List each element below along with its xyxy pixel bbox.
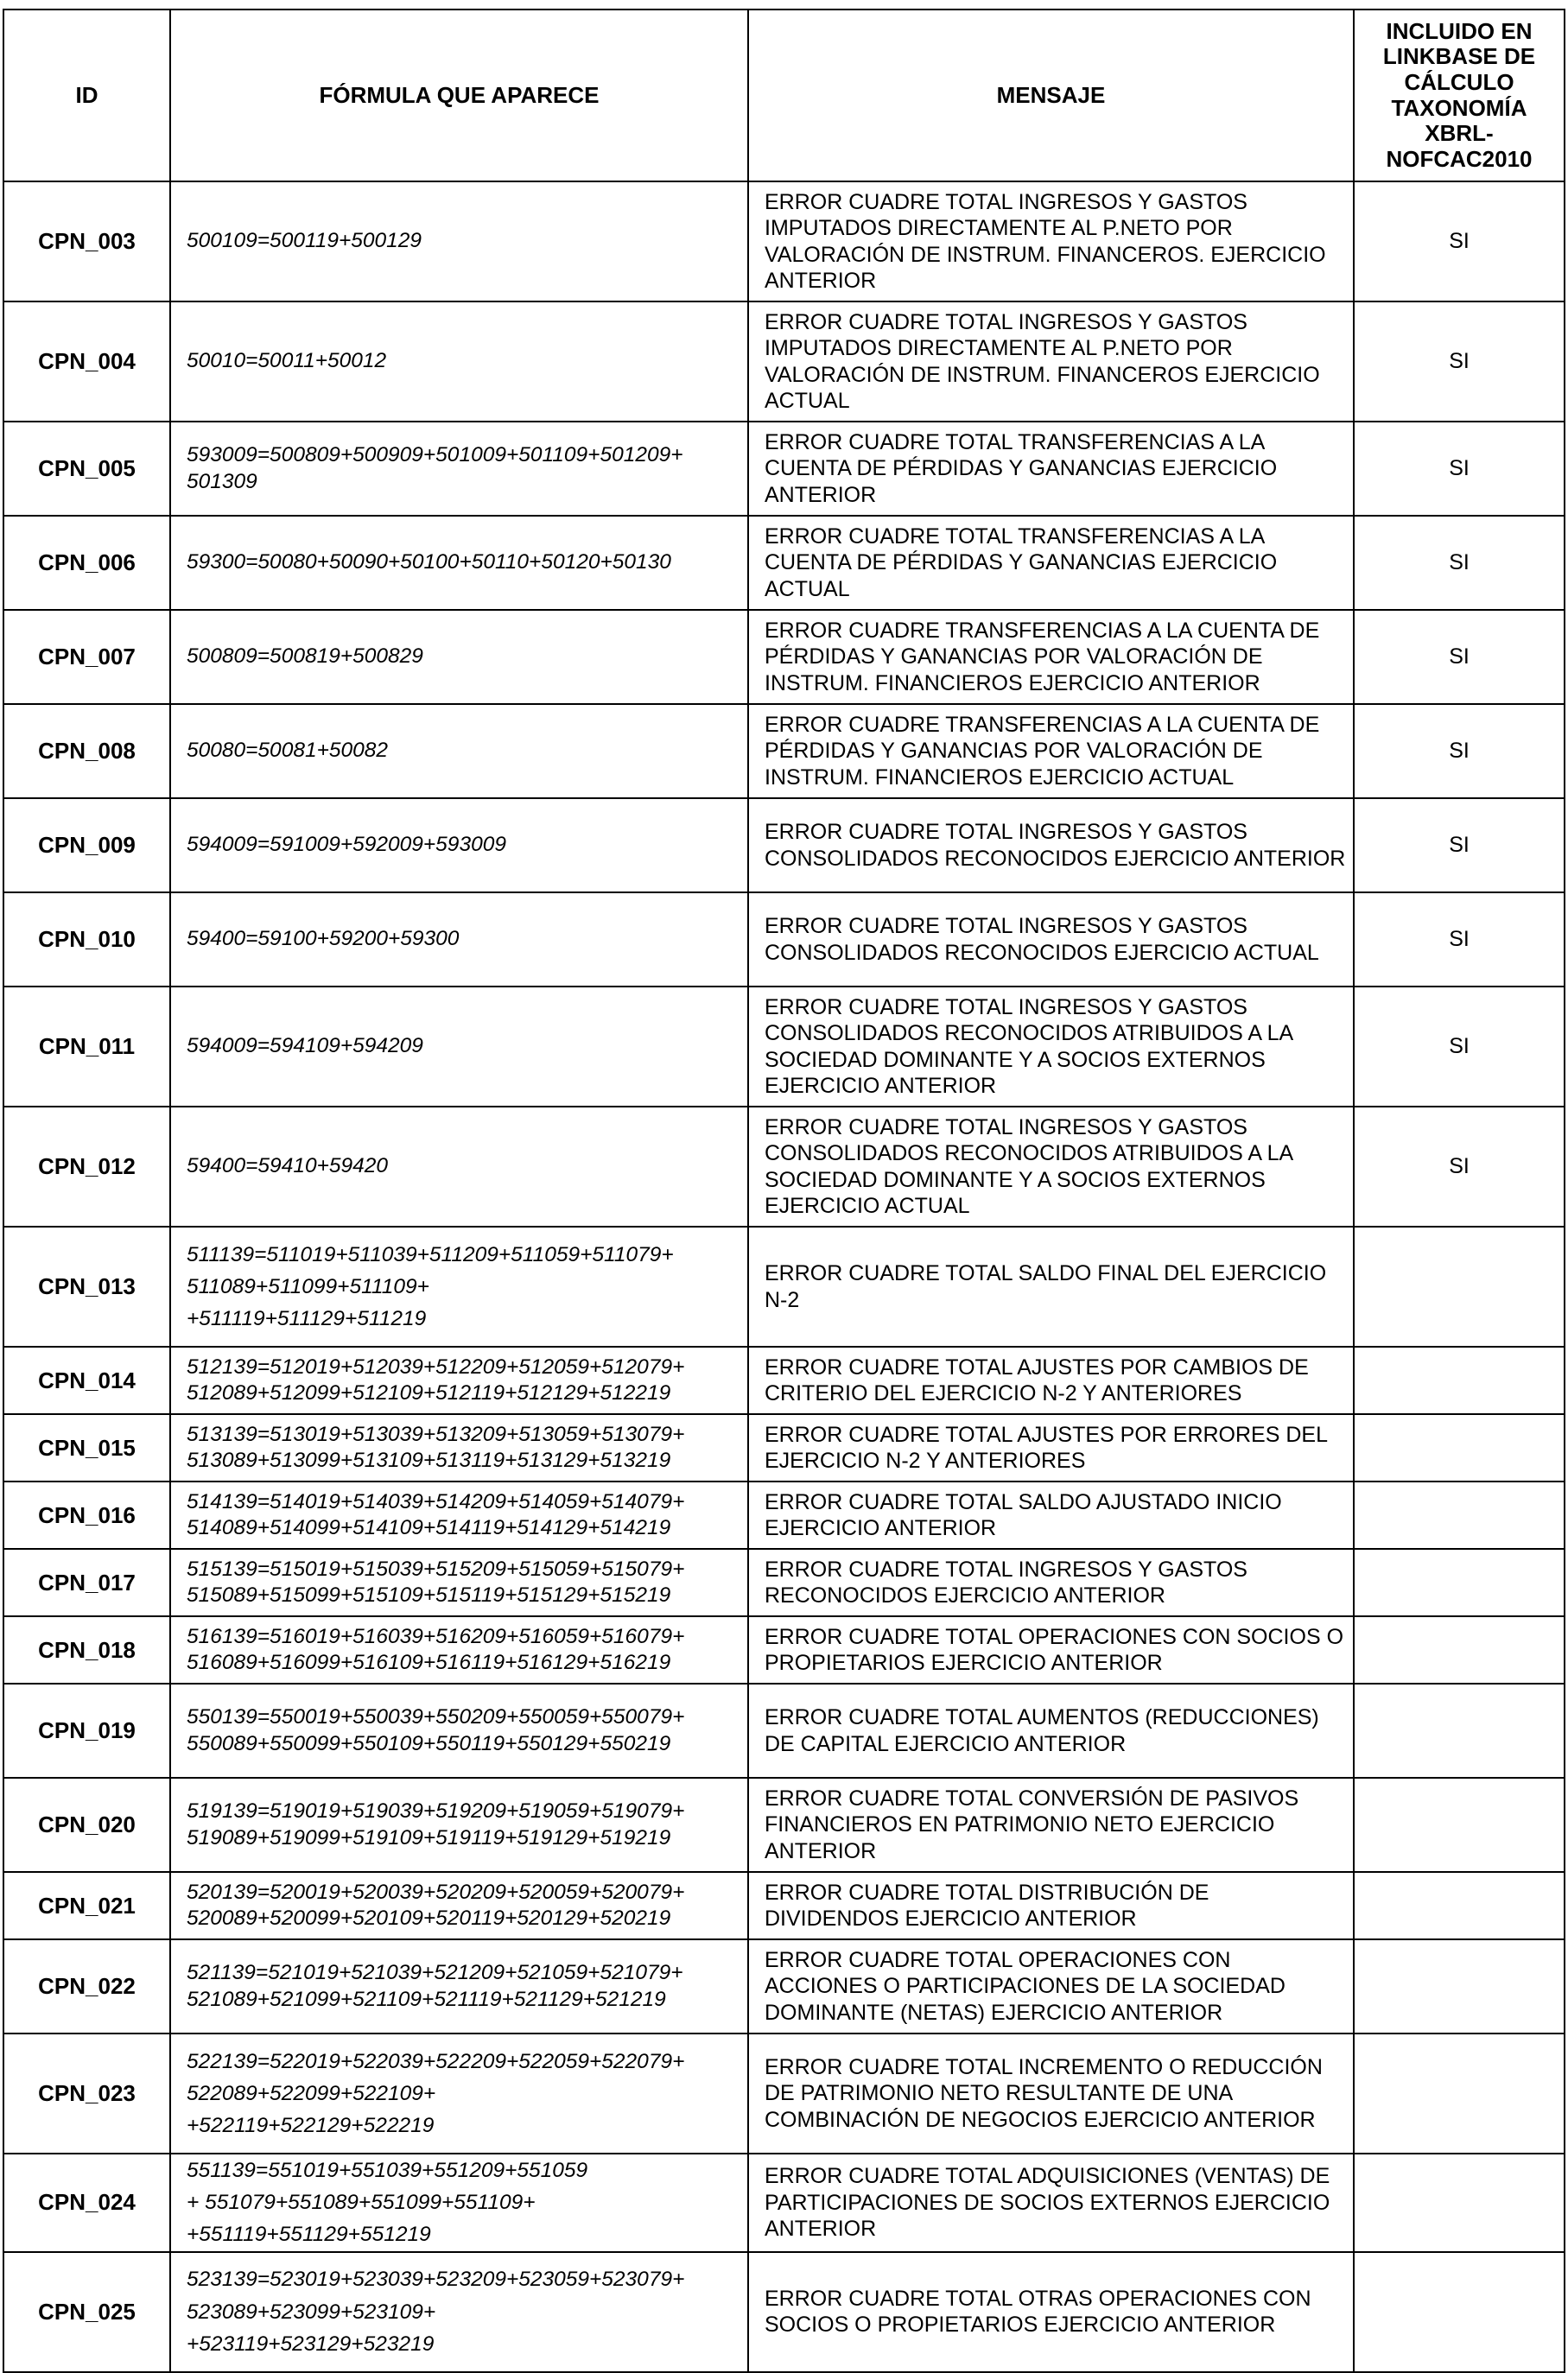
rule-id: CPN_015 (3, 1414, 170, 1482)
formula-line: 50010=50011+50012 (187, 349, 387, 373)
rule-message: ERROR CUADRE TOTAL SALDO AJUSTADO INICIO EJERCICIO ANTERIOR (748, 1482, 1354, 1549)
rule-message: ERROR CUADRE TOTAL AUMENTOS (REDUCCIONES) DE CAPITAL EJERCICIO ANTERIOR (748, 1684, 1354, 1778)
formula-line: 520089+520099+520109+520119+520129+520219 (187, 1907, 671, 1930)
table-row (3, 422, 1565, 516)
formula-line: 512089+512099+512109+512119+512129+512219 (187, 1381, 671, 1405)
formula-line: 516139=516019+516039+516209+516059+516079+ (187, 1624, 685, 1648)
rule-included (1354, 1549, 1565, 1616)
table-row (3, 1347, 1565, 1414)
formula-line: 500109=500119+500129 (187, 229, 422, 253)
rule-formula (170, 892, 748, 987)
rule-included: SI (1354, 892, 1565, 987)
rule-included: SI (1354, 987, 1565, 1107)
rule-message: ERROR CUADRE TOTAL ADQUISICIONES (VENTAS) DE PARTICIPACIONES DE SOCIOS EXTERNOS EJERCICIO ANTERIOR (748, 2154, 1354, 2252)
header-message: MENSAJE (748, 10, 1354, 181)
table-row (3, 2252, 1565, 2372)
formula-line: 520139=520019+520039+520209+520059+520079+ (187, 1880, 685, 1904)
formula-line: 59300=50080+50090+50100+50110+50120+50130 (187, 550, 671, 574)
rule-message: ERROR CUADRE TOTAL INGRESOS Y GASTOS CONSOLIDADOS RECONOCIDOS EJERCICIO ANTERIOR (748, 798, 1354, 892)
rule-message: ERROR CUADRE TOTAL TRANSFERENCIAS A LA CUENTA DE PÉRDIDAS Y GANANCIAS EJERCICIO ACTUAL (748, 516, 1354, 610)
rule-message: ERROR CUADRE TOTAL AJUSTES POR ERRORES DEL EJERCICIO N-2 Y ANTERIORES (748, 1414, 1354, 1482)
formula-line: 593009=500809+500909+501009+501109+501209+ (187, 443, 683, 467)
formula-line: 594009=594109+594209 (187, 1034, 423, 1058)
table-row (3, 987, 1565, 1107)
formula-line: 522089+522099+522109+ (187, 2081, 436, 2105)
rule-id: CPN_017 (3, 1549, 170, 1616)
table-row (3, 704, 1565, 798)
table-row (3, 1616, 1565, 1684)
rule-id: CPN_011 (3, 987, 170, 1107)
rule-included: SI (1354, 798, 1565, 892)
formula-line: 514089+514099+514109+514119+514129+514219 (187, 1516, 671, 1539)
rule-message: ERROR CUADRE TRANSFERENCIAS A LA CUENTA DE PÉRDIDAS Y GANANCIAS POR VALORACIÓN DE INSTRUM. FINANCIEROS EJERCICIO ANTERIOR (748, 610, 1354, 704)
rule-message: ERROR CUADRE TOTAL INGRESOS Y GASTOS CONSOLIDADOS RECONOCIDOS ATRIBUIDOS A LA SOCIEDAD DOMINANTE Y A SOCIOS EXTERNOS EJERCICIO ACTUAL (748, 1107, 1354, 1227)
rule-included (1354, 1684, 1565, 1778)
table-row (3, 1482, 1565, 1549)
formula-line: 514139=514019+514039+514209+514059+514079+ (187, 1489, 685, 1513)
rule-message: ERROR CUADRE TOTAL TRANSFERENCIAS A LA CUENTA DE PÉRDIDAS Y GANANCIAS EJERCICIO ANTERIOR (748, 422, 1354, 516)
table-row (3, 892, 1565, 987)
rule-included (1354, 2154, 1565, 2252)
rule-formula (170, 1414, 748, 1482)
rule-id: CPN_021 (3, 1872, 170, 1939)
rule-formula (170, 301, 748, 422)
rule-formula (170, 1227, 748, 1347)
formula-line: 523089+523099+523109+ (187, 2300, 436, 2324)
rule-message: ERROR CUADRE TOTAL INGRESOS Y GASTOS RECONOCIDOS EJERCICIO ANTERIOR (748, 1549, 1354, 1616)
formula-line: 50080=50081+50082 (187, 739, 389, 763)
rule-included: SI (1354, 516, 1565, 610)
rule-formula (170, 516, 748, 610)
rule-included (1354, 1347, 1565, 1414)
rule-message: ERROR CUADRE TOTAL INGRESOS Y GASTOS IMPUTADOS DIRECTAMENTE AL P.NETO POR VALORACIÓN DE INSTRUM. FINANCEROS. EJERCICIO ANTERIOR (748, 181, 1354, 301)
rule-included (1354, 2252, 1565, 2372)
rule-formula (170, 1347, 748, 1414)
formula-line: 513089+513099+513109+513119+513129+513219 (187, 1449, 671, 1472)
formula-line: +511119+511129+511219 (187, 1307, 427, 1331)
rule-id: CPN_013 (3, 1227, 170, 1347)
table-row (3, 516, 1565, 610)
rule-included: SI (1354, 422, 1565, 516)
rule-formula (170, 610, 748, 704)
formula-line: 550139=550019+550039+550209+550059+550079+ (187, 1705, 685, 1729)
formula-line: 594009=591009+592009+593009 (187, 833, 506, 857)
rule-id: CPN_003 (3, 181, 170, 301)
table-row (3, 1107, 1565, 1227)
header-row (3, 10, 1565, 181)
rule-id: CPN_018 (3, 1616, 170, 1684)
header-id: ID (3, 10, 170, 181)
formula-line: +523119+523129+523219 (187, 2332, 435, 2356)
table-row (3, 1778, 1565, 1872)
rule-formula (170, 2154, 748, 2252)
table-row (3, 301, 1565, 422)
rule-id: CPN_020 (3, 1778, 170, 1872)
rule-id: CPN_016 (3, 1482, 170, 1549)
rule-id: CPN_008 (3, 704, 170, 798)
rule-message: ERROR CUADRE TOTAL INGRESOS Y GASTOS CONSOLIDADOS RECONOCIDOS ATRIBUIDOS A LA SOCIEDAD DOMINANTE Y A SOCIOS EXTERNOS EJERCICIO ANTERIOR (748, 987, 1354, 1107)
rule-formula (170, 1107, 748, 1227)
formula-line: 521139=521019+521039+521209+521059+521079+ (187, 1961, 683, 1985)
rule-message: ERROR CUADRE TOTAL OTRAS OPERACIONES CON SOCIOS O PROPIETARIOS EJERCICIO ANTERIOR (748, 2252, 1354, 2372)
rule-message: ERROR CUADRE TOTAL SALDO FINAL DEL EJERCICIO N-2 (748, 1227, 1354, 1347)
formula-line: 501309 (187, 469, 257, 493)
formula-line: 550089+550099+550109+550119+550129+550219 (187, 1731, 671, 1755)
rule-included: SI (1354, 610, 1565, 704)
rule-id: CPN_012 (3, 1107, 170, 1227)
rule-id: CPN_010 (3, 892, 170, 987)
rule-formula (170, 1684, 748, 1778)
rule-message: ERROR CUADRE TRANSFERENCIAS A LA CUENTA DE PÉRDIDAS Y GANANCIAS POR VALORACIÓN DE INSTRUM. FINANCIEROS EJERCICIO ACTUAL (748, 704, 1354, 798)
rule-included: SI (1354, 704, 1565, 798)
formula-line: 512139=512019+512039+512209+512059+512079+ (187, 1355, 685, 1379)
rule-message: ERROR CUADRE TOTAL INGRESOS Y GASTOS CONSOLIDADOS RECONOCIDOS EJERCICIO ACTUAL (748, 892, 1354, 987)
table-row (3, 1549, 1565, 1616)
table-row (3, 1872, 1565, 1939)
table-row (3, 610, 1565, 704)
rule-id: CPN_019 (3, 1684, 170, 1778)
formula-line: 511089+511099+511109+ (187, 1274, 429, 1298)
formula-line: 523139=523019+523039+523209+523059+523079+ (187, 2268, 685, 2292)
rule-id: CPN_024 (3, 2154, 170, 2252)
rule-included (1354, 2034, 1565, 2154)
rule-formula (170, 987, 748, 1107)
rule-included: SI (1354, 1107, 1565, 1227)
rule-formula (170, 1616, 748, 1684)
formula-line: 59400=59100+59200+59300 (187, 927, 460, 951)
formula-line: 59400=59410+59420 (187, 1154, 389, 1178)
rule-included (1354, 1227, 1565, 1347)
table-row (3, 1684, 1565, 1778)
rule-message: ERROR CUADRE TOTAL OPERACIONES CON ACCIONES O PARTICIPACIONES DE LA SOCIEDAD DOMINANTE (NETAS) EJERCICIO ANTERIOR (748, 1939, 1354, 2034)
rule-included (1354, 1616, 1565, 1684)
rule-included: SI (1354, 301, 1565, 422)
header-included: INCLUIDO EN LINKBASE DE CÁLCULO TAXONOMÍA XBRL-NOFCAC2010 (1354, 10, 1565, 181)
table-row (3, 2034, 1565, 2154)
table-row (3, 2154, 1565, 2252)
table-row (3, 1414, 1565, 1482)
rule-message: ERROR CUADRE TOTAL INCREMENTO O REDUCCIÓN DE PATRIMONIO NETO RESULTANTE DE UNA COMBINACIÓN DE NEGOCIOS EJERCICIO ANTERIOR (748, 2034, 1354, 2154)
rule-included (1354, 1414, 1565, 1482)
rule-id: CPN_025 (3, 2252, 170, 2372)
rule-formula (170, 181, 748, 301)
formula-line: 513139=513019+513039+513209+513059+513079+ (187, 1422, 685, 1446)
rule-included: SI (1354, 181, 1565, 301)
formula-line: 519089+519099+519109+519119+519129+519219 (187, 1825, 671, 1850)
rule-message: ERROR CUADRE TOTAL OPERACIONES CON SOCIOS O PROPIETARIOS EJERCICIO ANTERIOR (748, 1616, 1354, 1684)
rule-formula (170, 2034, 748, 2154)
rule-id: CPN_014 (3, 1347, 170, 1414)
rule-included (1354, 1482, 1565, 1549)
rule-formula (170, 2252, 748, 2372)
table-row (3, 1939, 1565, 2034)
rule-formula (170, 798, 748, 892)
rule-id: CPN_006 (3, 516, 170, 610)
document-page (3, 9, 1565, 2373)
table-row (3, 798, 1565, 892)
table-row (3, 1227, 1565, 1347)
rule-id: CPN_023 (3, 2034, 170, 2154)
rule-message: ERROR CUADRE TOTAL CONVERSIÓN DE PASIVOS FINANCIEROS EN PATRIMONIO NETO EJERCICIO ANTERIOR (748, 1778, 1354, 1872)
rule-formula (170, 1778, 748, 1872)
rule-id: CPN_022 (3, 1939, 170, 2034)
formula-line: 521089+521099+521109+521119+521129+521219 (187, 1987, 666, 2011)
rule-formula (170, 422, 748, 516)
rule-included (1354, 1778, 1565, 1872)
formula-line: +551119+551129+551219 (187, 2223, 431, 2247)
rule-message: ERROR CUADRE TOTAL AJUSTES POR CAMBIOS DE CRITERIO DEL EJERCICIO N-2 Y ANTERIORES (748, 1347, 1354, 1414)
rule-id: CPN_007 (3, 610, 170, 704)
formula-line: 515139=515019+515039+515209+515059+515079+ (187, 1557, 685, 1581)
formula-line: 500809=500819+500829 (187, 644, 423, 669)
formula-line: 551139=551019+551039+551209+551059 (187, 2159, 588, 2182)
table-row (3, 181, 1565, 301)
rule-formula (170, 1872, 748, 1939)
formula-line: 516089+516099+516109+516119+516129+516219 (187, 1651, 671, 1674)
formula-line: 519139=519019+519039+519209+519059+519079+ (187, 1799, 685, 1824)
rule-id: CPN_004 (3, 301, 170, 422)
formula-line: + 551079+551089+551099+551109+ (187, 2191, 536, 2215)
rule-included (1354, 1939, 1565, 2034)
rule-message: ERROR CUADRE TOTAL INGRESOS Y GASTOS IMPUTADOS DIRECTAMENTE AL P.NETO POR VALORACIÓN DE INSTRUM. FINANCEROS EJERCICIO ACTUAL (748, 301, 1354, 422)
rule-formula (170, 1482, 748, 1549)
header-formula: FÓRMULA QUE APARECE (170, 10, 748, 181)
formula-line: 515089+515099+515109+515119+515129+515219 (187, 1583, 671, 1607)
rule-formula (170, 704, 748, 798)
rule-message: ERROR CUADRE TOTAL DISTRIBUCIÓN DE DIVIDENDOS EJERCICIO ANTERIOR (748, 1872, 1354, 1939)
rule-formula (170, 1939, 748, 2034)
formula-line: +522119+522129+522219 (187, 2114, 435, 2138)
rule-included (1354, 1872, 1565, 1939)
rule-id: CPN_005 (3, 422, 170, 516)
rule-id: CPN_009 (3, 798, 170, 892)
formula-line: 511139=511019+511039+511209+511059+511079+ (187, 1242, 674, 1266)
validation-rules-table (3, 9, 1565, 2373)
formula-line: 522139=522019+522039+522209+522059+522079+ (187, 2049, 685, 2073)
rule-formula (170, 1549, 748, 1616)
